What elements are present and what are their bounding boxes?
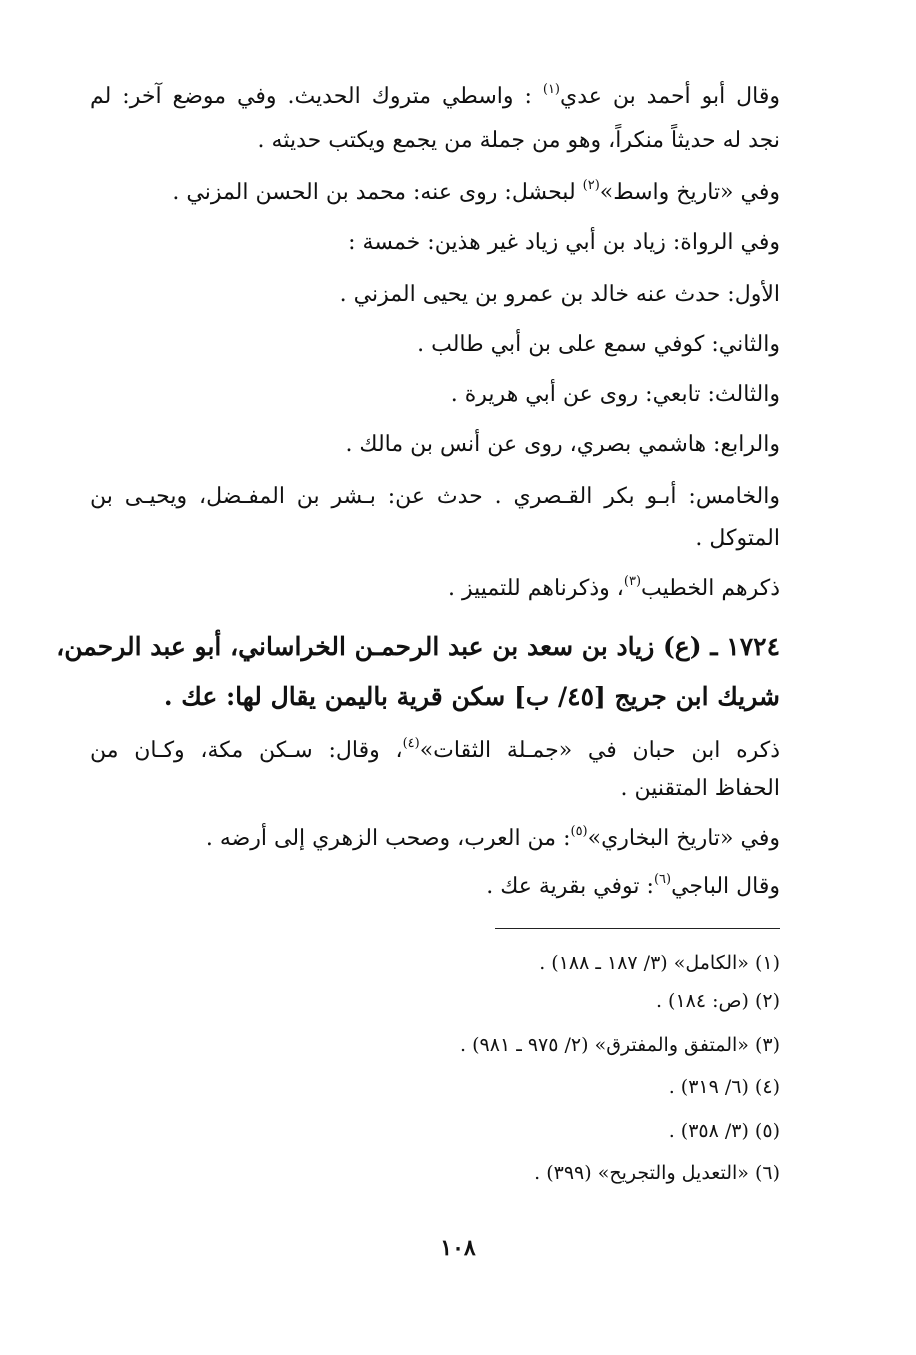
body-line-11: ذكرهم الخطيب$^{(٣)}$، وذكرناهم للتمييز .: [447, 573, 780, 601]
footnote-5: (٥) (٣/ ٣٥٨) .: [668, 1120, 780, 1142]
footnote-1: (١) «الكامل» (٣/ ١٨٧ ـ ١٨٨) .: [539, 952, 780, 974]
footnote-ref-5[interactable]: (٥): [570, 823, 588, 839]
footnote-ref-2[interactable]: (٢): [582, 177, 600, 193]
body-line-9: والخامس: أبـو بكر القـصري . حدث عن: بـشر بن المفـضل، ويحيـى بن: [90, 484, 780, 509]
body-line-1: وقال أبو أحمد بن عدي$^{(١)}$ : واسطي متروك الحديث. وفي موضع آخر: لم: [90, 81, 780, 109]
footnote-ref-4[interactable]: (٤): [402, 735, 420, 751]
footnote-6: (٦) «التعديل والتجريح» (٣٩٩) .: [534, 1162, 780, 1184]
footnote-2: (٢) (ص: ١٨٤) .: [655, 990, 780, 1012]
entry-line-2: الحفاظ المتقنين .: [620, 776, 780, 801]
body-line-2: نجد له حديثاً منكراً، وهو من جملة من يجمع ويكتب حديثه .: [257, 128, 780, 153]
entry-heading-line-2: شريك ابن جريج [٤٥/ ب] سكن قرية باليمن يقال لها: عك .: [163, 682, 780, 711]
entry-line-3: وفي «تاريخ البخاري»$^{(٥)}$: من العرب، وصحب الزهري إلى أرضه .: [205, 823, 780, 851]
footnote-4: (٤) (٦/ ٣١٩) .: [668, 1076, 780, 1098]
entry-heading-line-1: ١٧٢٤ ـ (ع) زياد بن سعد بن عبد الرحمـن الخراساني، أبو عبد الرحمن،: [56, 632, 780, 661]
body-line-5: الأول: حدث عنه خالد بن عمرو بن يحيى المزني .: [339, 282, 780, 307]
body-line-7: والثالث: تابعي: روى عن أبي هريرة .: [450, 382, 780, 407]
footnote-ref-3[interactable]: (٣): [623, 573, 642, 589]
body-line-8: والرابع: هاشمي بصري، روى عن أنس بن مالك .: [345, 432, 780, 457]
body-line-6: والثاني: كوفي سمع على بن أبي طالب .: [417, 332, 780, 357]
footnote-ref-6[interactable]: (٦): [653, 871, 672, 887]
footnote-separator: [495, 928, 780, 929]
body-line-10: المتوكل .: [695, 526, 780, 551]
footnote-ref-1[interactable]: (١): [542, 81, 560, 97]
page-number: ١٠٨: [440, 1235, 476, 1261]
footnote-3: (٣) «المتفق والمفترق» (٢/ ٩٧٥ ـ ٩٨١) .: [460, 1034, 780, 1056]
body-line-3: وفي «تاريخ واسط»$^{(٢)}$ لبحشل: روى عنه: محمد بن الحسن المزني .: [172, 177, 780, 205]
entry-line-4: وقال الباجي$^{(٦)}$: توفي بقرية عك .: [486, 871, 780, 899]
entry-line-1: ذكره ابن حبان في «جمـلة الثقات»$^{(٤)}$، وقال: سـكن مكة، وكـان من: [90, 735, 780, 763]
body-line-4: وفي الرواة: زياد بن أبي زياد غير هذين: خمسة :: [348, 230, 780, 255]
